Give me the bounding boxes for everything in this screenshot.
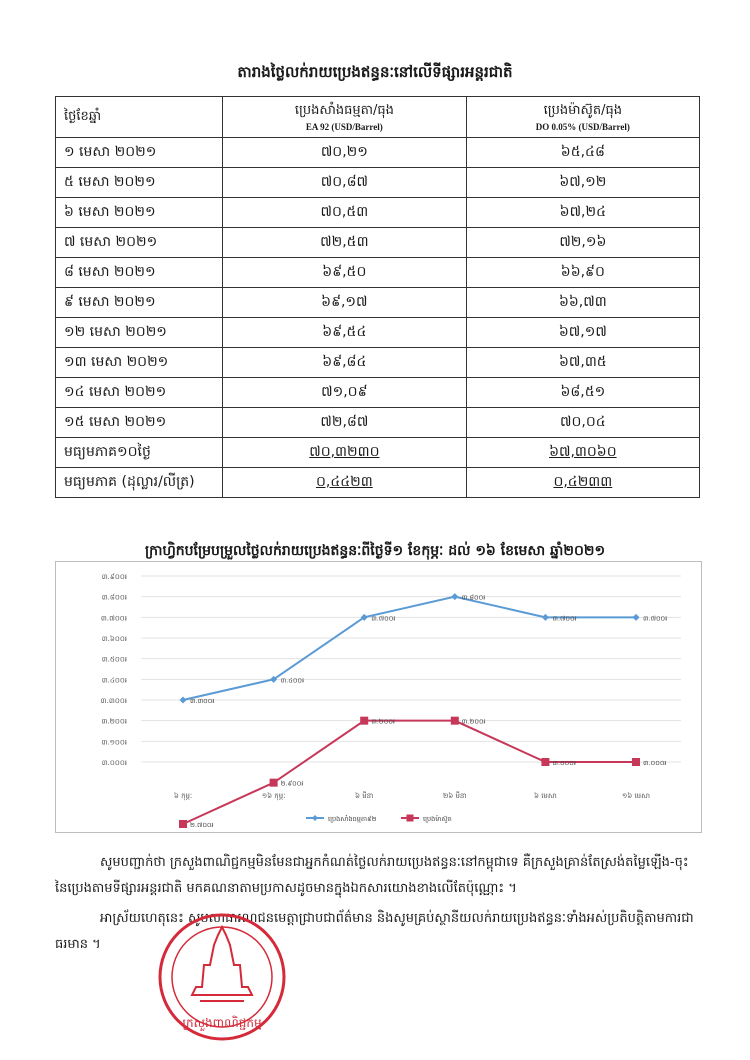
y-tick-label: ៣.៤០០៛: [101, 676, 127, 685]
cell-gasoline: ៦៩,៥៤: [223, 318, 467, 348]
svg-text:*: *: [164, 966, 172, 985]
y-tick-label: ៣.៧០០៛: [100, 614, 127, 623]
y-tick-label: ៣.២០០៛: [101, 717, 127, 726]
table-row: [56, 288, 700, 318]
data-label: ២.៩០០៛: [280, 779, 304, 788]
cell-gasoline: ៧០,២១: [223, 138, 467, 168]
cell-diesel: ៦៨,៥១: [466, 378, 699, 408]
avg-liter-label: មធ្យមភាគ (ដុល្លារ/លីត្រ): [56, 468, 223, 498]
data-point: [360, 717, 368, 725]
chart-title: ក្រាហ្វិកបម្រែបម្រួលថ្លៃលក់រាយប្រេងឥន្ធនៈពីថ្ងៃទី១ ខែកុម្ភៈ ដល់ ១៦ ខែមេសា ឆ្នាំ២០២១: [144, 543, 606, 559]
cell-diesel: ៧២,១៦: [466, 228, 699, 258]
x-tick-label: ១៦ មេសា: [621, 792, 651, 800]
cell-gasoline: ៧២,៨៧: [223, 408, 467, 438]
avg-liter-gasoline: ០,៤៤២៣: [223, 468, 467, 498]
cell-date: ១ មេសា ២០២១: [56, 138, 223, 168]
data-point: [180, 697, 187, 704]
cell-diesel: ៦៧,២៤: [466, 198, 699, 228]
legend-marker: [312, 815, 318, 821]
data-label: ៣.៤០០៛: [280, 676, 305, 685]
data-point: [541, 758, 549, 766]
price-table: [55, 96, 700, 498]
series-line-0: [183, 597, 636, 700]
legend-label: ប្រេងសាំងធម្មតា៩២: [328, 815, 377, 823]
cell-diesel: ៦៧,១២: [466, 168, 699, 198]
data-label: ៣.៣០០៛: [190, 697, 215, 705]
y-tick-label: ៣.០០០៛: [101, 759, 127, 767]
cell-gasoline: ៧០,៥៣: [223, 198, 467, 228]
svg-text:*: *: [272, 966, 280, 985]
x-tick-label: ១៦ កុម្ភៈ: [261, 792, 286, 800]
data-point: [632, 758, 640, 766]
data-point: [451, 717, 459, 725]
cell-date: ៥ មេសា ២០២១: [56, 168, 223, 198]
cell-gasoline: ៧២,៥៣: [223, 228, 467, 258]
x-tick-label: ២៦ មីនា: [443, 792, 467, 800]
cell-gasoline: ៧១,០៩: [223, 378, 467, 408]
table-row: [56, 168, 700, 198]
data-label: ២.៧០០៛: [190, 821, 214, 829]
cell-date: ៧ មេសា ២០២១: [56, 228, 223, 258]
data-label: ៣.០០០៛: [643, 759, 667, 767]
data-point: [542, 614, 549, 621]
data-point: [633, 614, 640, 621]
table-row: [56, 228, 700, 258]
y-tick-label: ៣.៨០០៛: [101, 593, 127, 602]
cell-date: ៩ មេសា ២០២១: [56, 288, 223, 318]
cell-date: ១៣ មេសា ២០២១: [56, 348, 223, 378]
y-tick-label: ៣.៦០០៛: [101, 635, 127, 643]
header-gasoline: ប្រេងសាំងធម្មតា/ធុង EA 92 (USD/Barrel): [223, 97, 467, 138]
legend-marker: [407, 815, 414, 822]
x-tick-label: ៦ មីនា: [355, 792, 374, 800]
data-label: ៣.៧០០៛: [552, 614, 577, 623]
data-label: ៣.០០០៛: [552, 759, 576, 767]
cell-diesel: ៦៥,៤៨: [466, 138, 699, 168]
table-row: [56, 258, 700, 288]
cell-diesel: ៦៦,៩០: [466, 258, 699, 288]
x-tick-label: ៦ កុម្ភៈ: [173, 792, 193, 800]
avg-liter-diesel: ០,៤២៣៣: [466, 468, 699, 498]
svg-text:ក្រសួងពាណិជ្ជកម្ម: ក្រសួងពាណិជ្ជកម្ម: [182, 1016, 262, 1030]
data-point: [451, 593, 458, 600]
cell-diesel: ៦៦,៧៣: [466, 288, 699, 318]
data-point: [179, 820, 187, 828]
y-tick-label: ៣.៣០០៛: [100, 697, 127, 705]
y-tick-label: ៣.៥០០៛: [101, 655, 127, 664]
header-date: ថ្ងៃខែឆ្នាំ: [56, 97, 223, 138]
x-tick-label: ៦ មេសា: [534, 792, 557, 800]
cell-date: ៨ មេសា ២០២១: [56, 258, 223, 288]
data-point: [270, 779, 278, 787]
avg10-label: មធ្យមភាគ១០ថ្ងៃ: [56, 438, 223, 468]
y-tick-label: ៣.១០០៛: [101, 738, 127, 747]
price-chart: [55, 561, 702, 833]
series-line-1: [183, 721, 636, 824]
cell-date: ៦ មេសា ២០២១: [56, 198, 223, 228]
legend-label: ប្រេងម៉ាស៊ូត: [423, 815, 452, 823]
avg10-row: [56, 438, 700, 468]
table-row: [56, 138, 700, 168]
data-label: ៣.២០០៛: [461, 717, 486, 726]
table-header-row: [56, 97, 700, 138]
table-row: [56, 378, 700, 408]
data-label: ៣.៧០០៛: [643, 614, 668, 623]
note-paragraph: សូមបញ្ជាក់ថា ក្រសួងពាណិជ្ជកម្មមិនមែនជាអ្នកកំណត់ថ្លៃលក់រាយប្រេងឥន្ធនៈនៅកម្ពុជាទេ គឺក្រសួងគ្រាន់តែស្រង់តម្លៃឡើង-ចុះ នៃប្រេងតាមទីផ្សារអន្តរជាតិ មកគណនាតាមប្រកាសដូចមានក្នុងឯកសារយោងខាងលើតែប៉ុណ្ណោះ ។: [55, 855, 689, 896]
cell-gasoline: ៧០,៨៧: [223, 168, 467, 198]
cell-date: ១២ មេសា ២០២១: [56, 318, 223, 348]
table-row: [56, 318, 700, 348]
avg10-gasoline: ៧០,៣២៣០: [223, 438, 467, 468]
data-label: ៣.៨០០៛: [461, 593, 486, 602]
cell-gasoline: ៦៩,១៧: [223, 288, 467, 318]
header-diesel: ប្រេងម៉ាស៊ូត/ធុង DO 0.05% (USD/Barrel): [466, 97, 699, 138]
cell-date: ១៥ មេសា ២០២១: [56, 408, 223, 438]
cell-diesel: ៧០,០៤: [466, 408, 699, 438]
data-label: ៣.២០០៛: [371, 717, 396, 726]
cell-diesel: ៦៧,១៧: [466, 318, 699, 348]
ministry-seal-icon: [150, 905, 300, 1050]
cell-gasoline: ៦៩,៨៤: [223, 348, 467, 378]
y-tick-label: ៣.៩០០៛: [101, 573, 127, 581]
cell-gasoline: ៦៩,៥០: [223, 258, 467, 288]
data-label: ៣.៧០០៛: [371, 614, 396, 623]
instruction-paragraph: អាស្រ័យហេតុនេះ សូមសាធារណជនមេត្តាជ្រាបជាព័ត៌មាន និងសូមគ្រប់ស្ថានីយលក់រាយប្រេងឥន្ធនៈទាំងអស់ប្រតិបត្តិតាមការជាធរមាន ។: [55, 911, 694, 952]
table-row: [56, 348, 700, 378]
price-chart-svg: [56, 562, 701, 832]
cell-diesel: ៦៧,៣៥: [466, 348, 699, 378]
table-title: តារាងថ្លៃលក់រាយប្រេងឥន្ធនៈនៅលើទីផ្សារអន្តរជាតិ: [237, 63, 513, 81]
avg10-diesel: ៦៧,៣០៦០: [466, 438, 699, 468]
table-row: [56, 408, 700, 438]
avg-liter-row: [56, 468, 700, 498]
table-row: [56, 198, 700, 228]
cell-date: ១៤ មេសា ២០២១: [56, 378, 223, 408]
